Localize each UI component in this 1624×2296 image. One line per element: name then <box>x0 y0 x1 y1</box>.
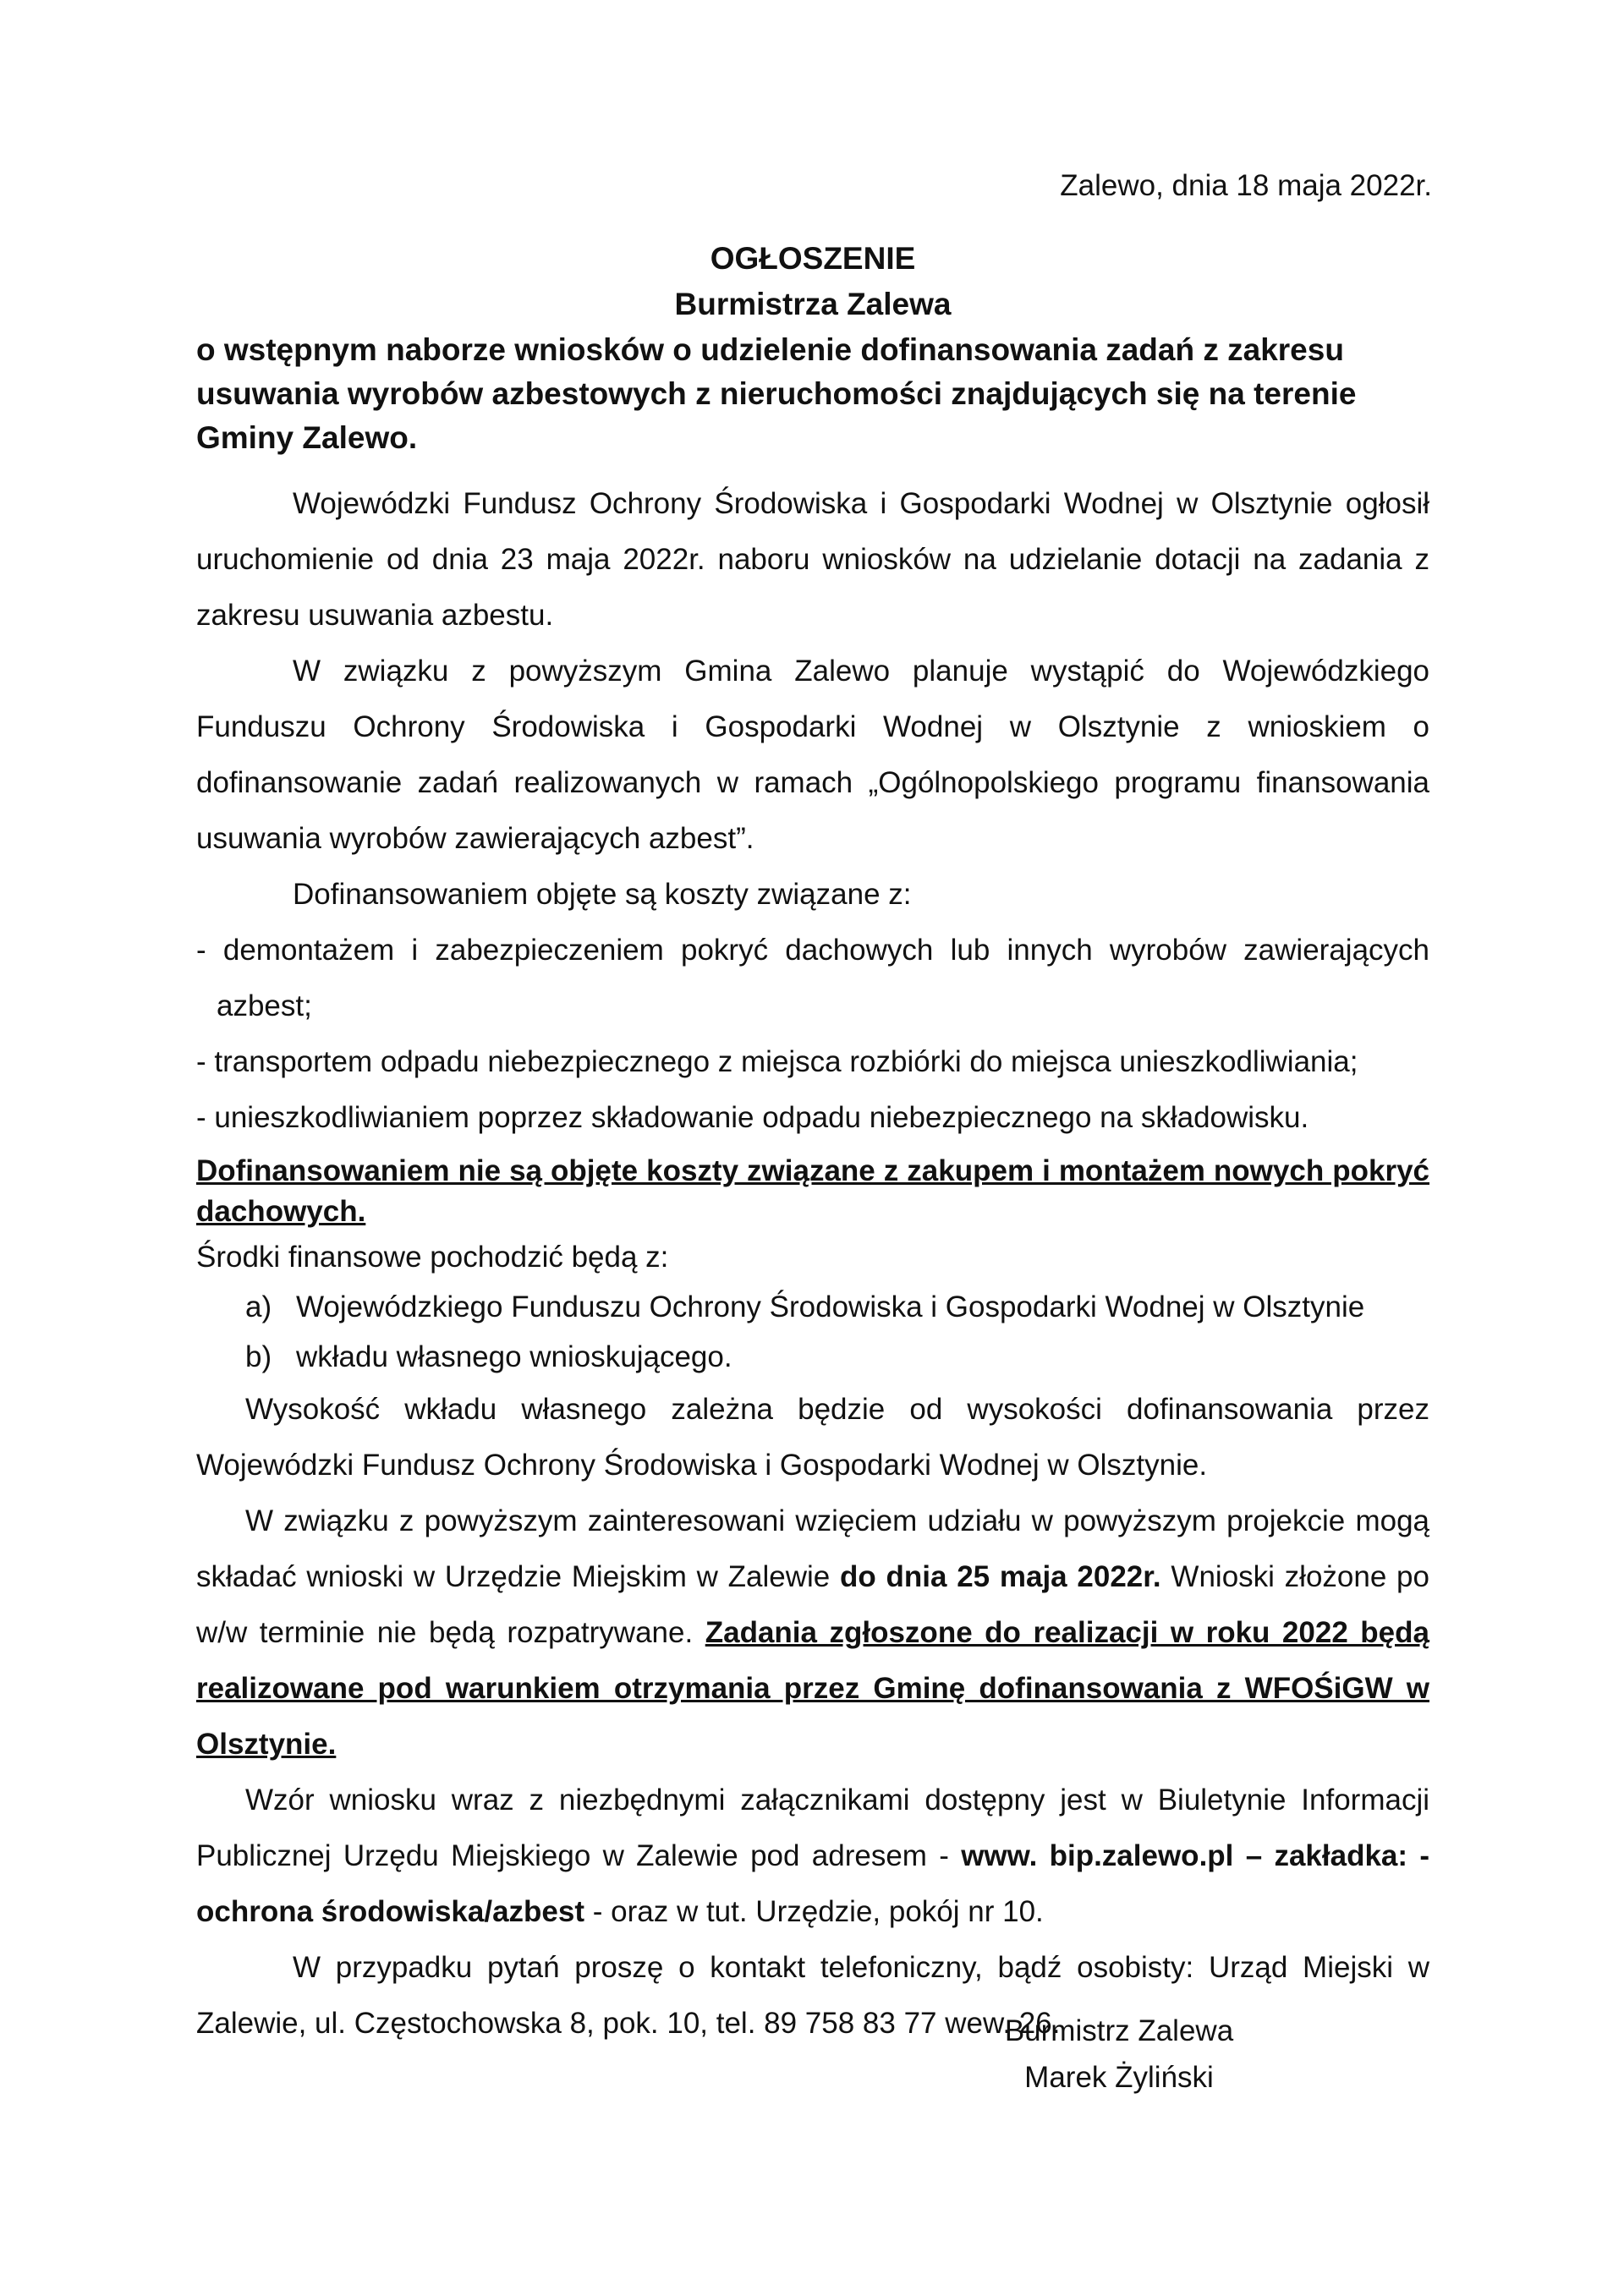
date-line: Zalewo, dnia 18 maja 2022r. <box>1060 169 1432 202</box>
cost-item: - transportem odpadu niebezpiecznego z miejsca rozbiórki do miejsca unieszkodliwiania; <box>196 1045 1358 1078</box>
document-subject: o wstępnym naborze wniosków o udzielenie dofinansowania zadań z zakresu usuwania wyrobów azbestowych z nieruchomości znajdujących się na terenie Gminy Zalewo. <box>196 332 1357 455</box>
funds-list <box>196 1282 1429 1382</box>
paragraph-announcement: Wojewódzki Fundusz Ochrony Środowiska i Gospodarki Wodnej w Olsztynie ogłosił uruchomienie od dnia 23 maja 2022r. naboru wniosków na udzielanie dotacji na zadania z zakresu usuwania azbestu. <box>196 487 1429 632</box>
document-body <box>196 476 1429 2052</box>
document-subheading: Burmistrza Zalewa <box>674 287 952 321</box>
paragraph-contact: W przypadku pytań proszę o kontakt telefoniczny, bądź osobisty: Urząd Miejski w Zalewie, ul. Częstochowska 8, pok. 10, tel. 89 758 83 77 wew. 26. <box>196 1951 1429 2040</box>
signature-title: Burmistrz Zalewa <box>1004 2014 1234 2047</box>
applications-text: W związku z powyższym zainteresowani wzięciem udziału w powyższym projekcie mogą składać wnioski w Urzędzie Miejskim w Zalewie <box>196 1504 1429 1593</box>
list-item-label: b) <box>245 1340 272 1373</box>
exclusion-notice: Dofinansowaniem nie są objęte koszty związane z zakupem i montażem nowych pokryć dachowych. <box>196 1154 1429 1228</box>
signature-name: Marek Żyliński <box>1024 2061 1214 2094</box>
paragraph-plan: W związku z powyższym Gmina Zalewo planuje wystąpić do Wojewódzkiego Funduszu Ochrony Środowiska i Gospodarki Wodnej w Olsztynie z wnioskiem o dofinansowanie zadań realizowanych w ramach „Ogólnopolskiego programu finansowania usuwania wyrobów zawierających azbest”. <box>196 655 1429 855</box>
applications-text-2: Wnioski złożone po w/w terminie nie będą rozpatrywane. <box>196 1560 1429 1649</box>
funds-intro: Środki finansowe pochodzić będą z: <box>196 1241 669 1274</box>
realization-condition: Zadania zgłoszone do realizacji w roku 2022 będą realizowane pod warunkiem otrzymania przez Gminę dofinansowania z WFOŚiGW w Olsztynie. <box>196 1616 1429 1761</box>
paragraph-template <box>196 1773 1429 1940</box>
template-text: Wzór wniosku wraz z niezbędnymi załącznikami dostępny jest w Biuletynie Informacji Publicznej Urzędu Miejskiego w Zalewie pod adresem - <box>196 1784 1429 1872</box>
cost-item: - demontażem i zabezpieczeniem pokryć dachowych lub innych wyrobów zawierających azbest; <box>196 934 1429 1022</box>
template-text-2: - oraz w tut. Urzędzie, pokój nr 10. <box>584 1895 1044 1928</box>
document-heading: OGŁOSZENIE <box>710 241 916 276</box>
signature-block <box>971 2008 1267 2101</box>
cost-item: - unieszkodliwianiem poprzez składowanie odpadu niebezpiecznego na składowisku. <box>196 1101 1309 1134</box>
deadline: do dnia 25 maja 2022r. <box>840 1560 1161 1593</box>
costs-intro: Dofinansowaniem objęte są koszty związane z: <box>293 878 912 911</box>
list-item-text: Wojewódzkiego Funduszu Ochrony Środowiska i Gospodarki Wodnej w Olsztynie <box>296 1290 1365 1323</box>
bip-link[interactable]: www. bip.zalewo.pl – zakładka: - ochrona środowiska/azbest <box>196 1839 1429 1928</box>
list-item-label: a) <box>245 1290 272 1323</box>
list-item-text: wkładu własnego wnioskującego. <box>296 1340 732 1373</box>
paragraph-applications <box>196 1493 1429 1773</box>
list-item <box>245 1282 1429 1332</box>
list-item <box>245 1332 1429 1382</box>
paragraph-own-contribution: Wysokość wkładu własnego zależna będzie od wysokości dofinansowania przez Wojewódzki Fundusz Ochrony Środowiska i Gospodarki Wodnej w Olsztynie. <box>196 1393 1429 1482</box>
